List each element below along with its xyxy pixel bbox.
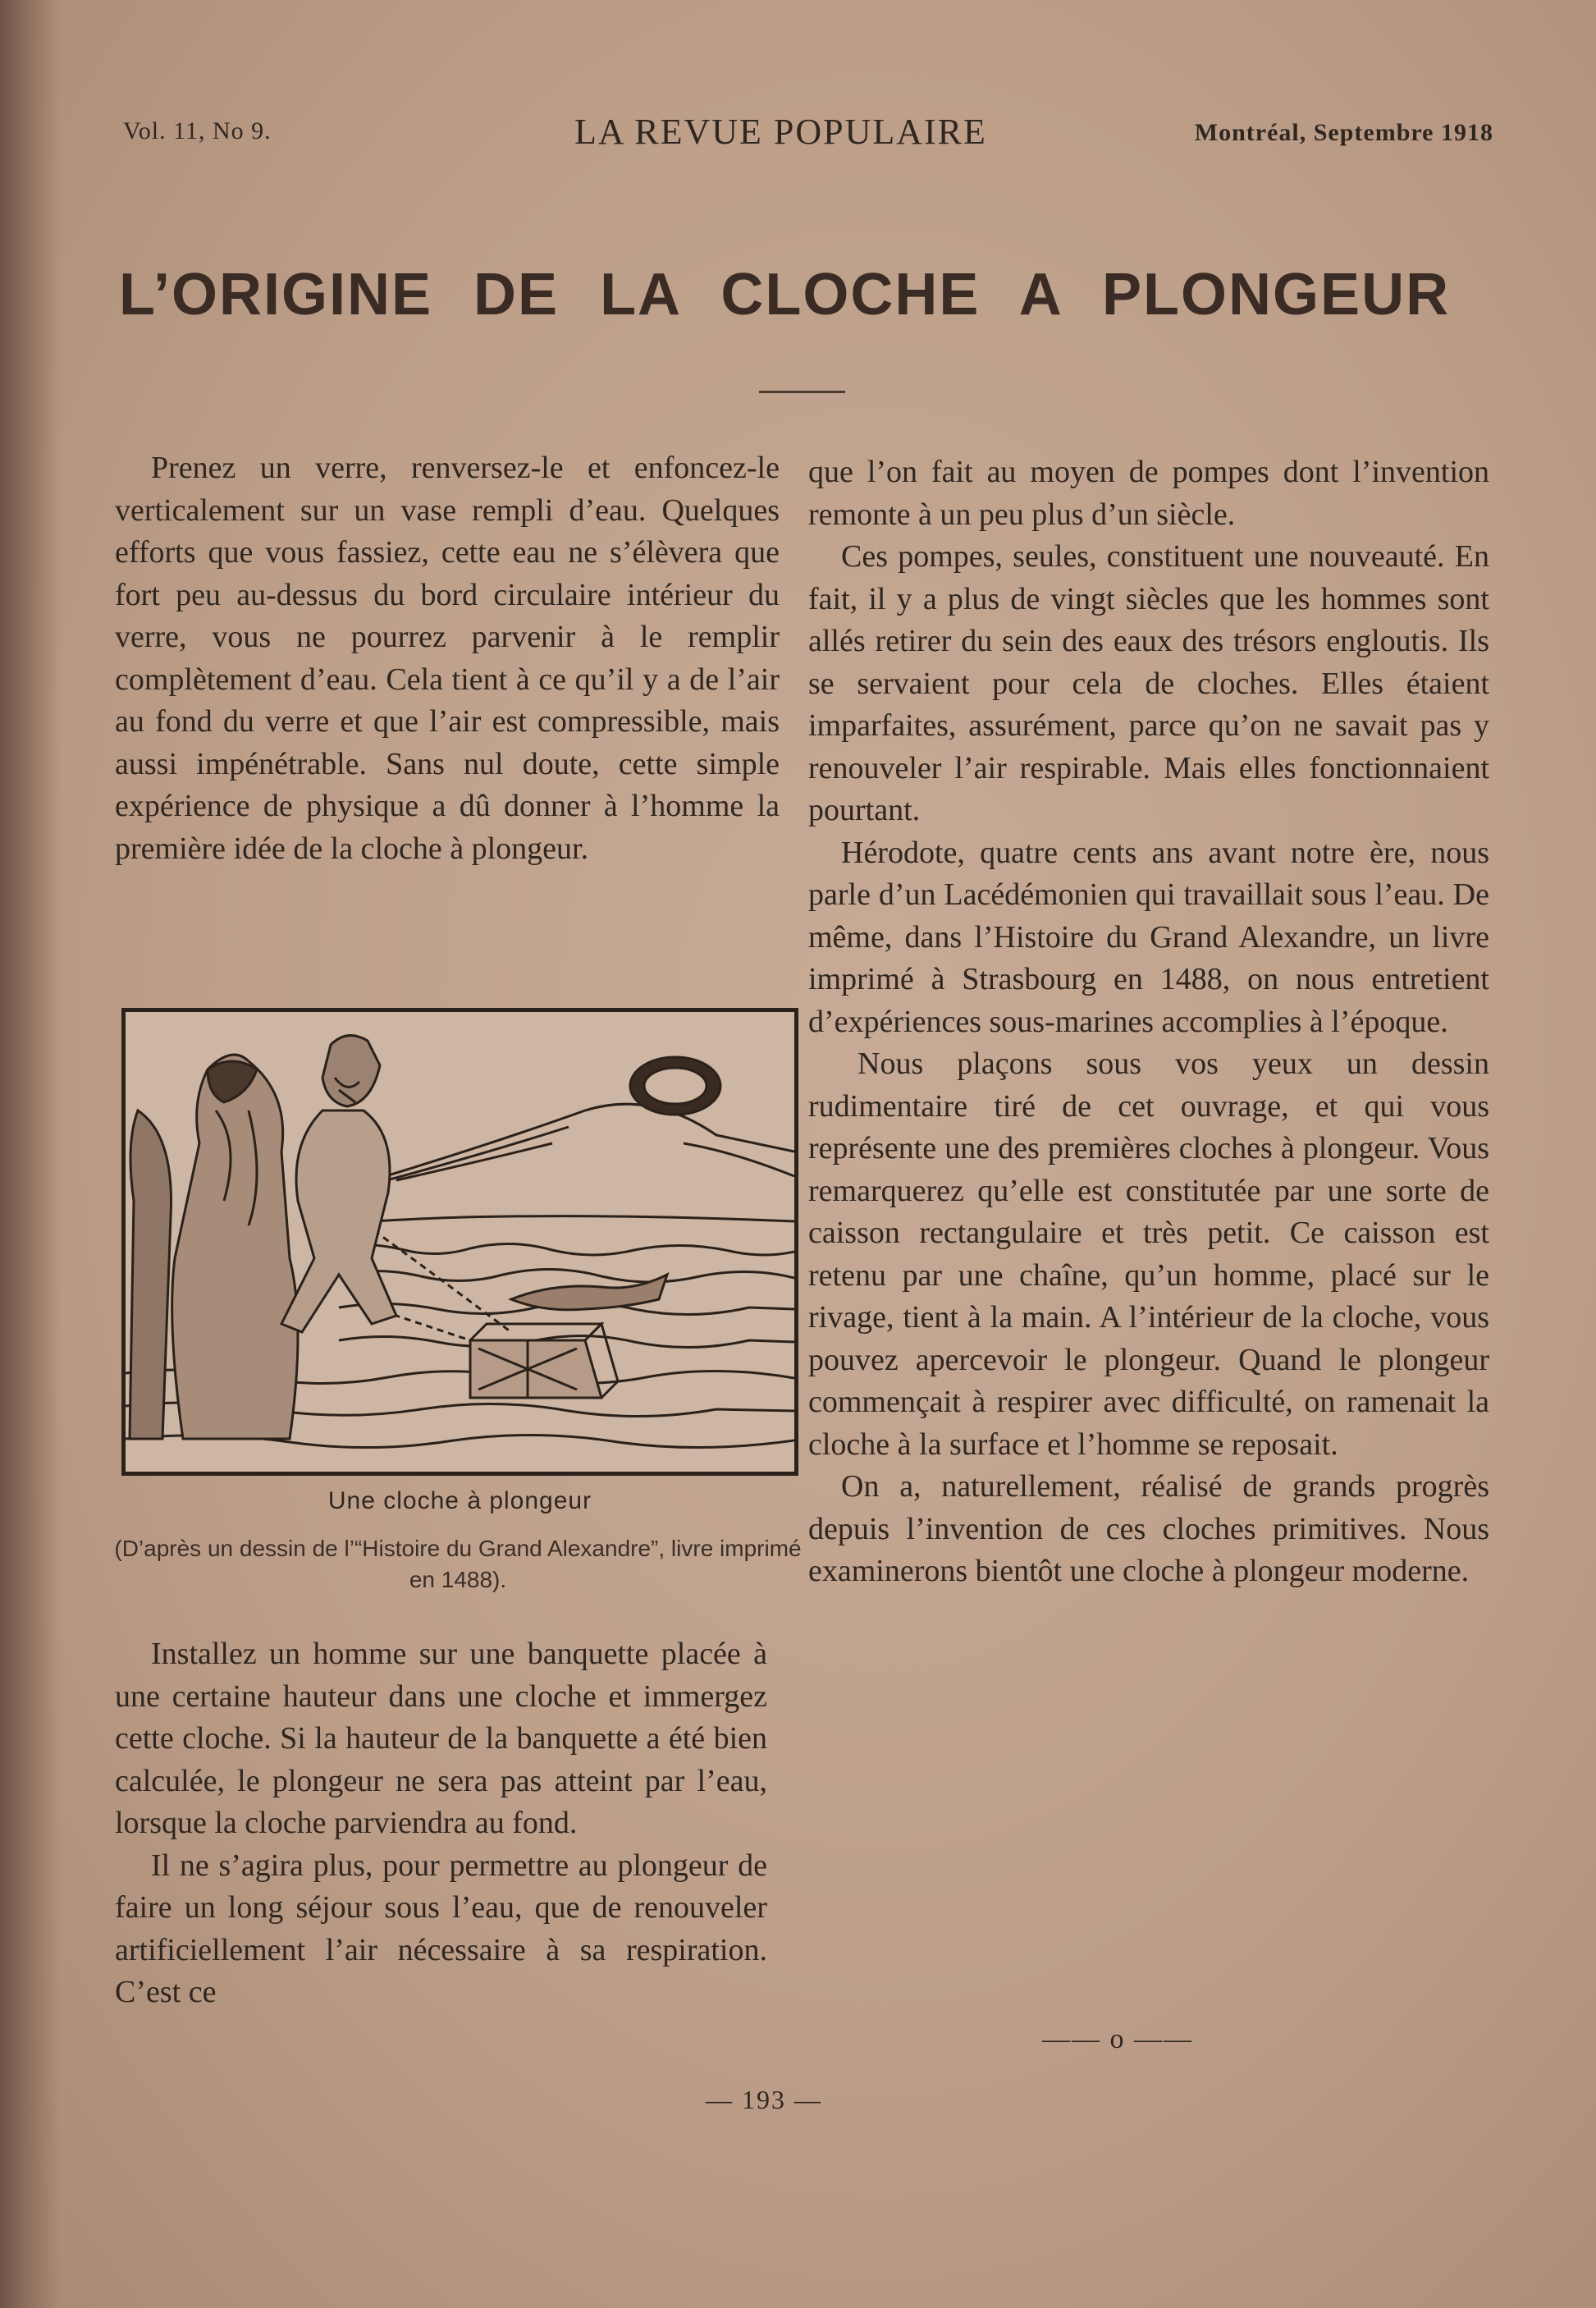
figure-caption: Une cloche à plongeur xyxy=(327,1487,592,1514)
paragraph: Nous plaçons sous vos yeux un dessin rudimentaire tiré de cet ouvrage, et qui vous représente une des premières cloches à plongeur. Vous remarquerez qu’elle est constitutée par une sorte de caisson rectangulaire et très petit. Ce caisson est retenu par une chaîne, qu’un homme, placé sur le rivage, tient à la main. A l’intérieur de la cloche, vous pouvez apercevoir le plongeur. Quand le plongeur commençait à respirer avec difficulté, on ramenait la cloche à la surface et l’homme se reposait. xyxy=(808,1046,1489,1462)
paragraph: Prenez un verre, renversez-le et enfoncez-le verticalement sur un vase rempli d’eau. Quelques efforts que vous fassiez, cette eau ne s’élèvera que fort peu au-dessus du bord circulaire intérieur du verre, vous ne pourrez parvenir à le remplir complètement d’eau. Cela tient à ce qu’il y a de l’air au fond du verre et que l’air est compressible, mais aussi impénétrable. Sans nul doute, cette simple expérience de physique a dû donner à l’homme la première idée de la cloche à plongeur. xyxy=(115,451,780,866)
column-left-top xyxy=(115,447,780,870)
paragraph: Hérodote, quatre cents ans avant notre ère, nous parle d’un Lacédémonien qui travaillait sous l’eau. De même, dans l’Histoire du Grand Alexandre, un livre imprimé à Strasbourg en 1488, on nous entretient d’expériences sous-marines accomplies à l’époque. xyxy=(808,835,1489,1039)
paragraph: Installez un homme sur une banquette placée à une certaine hauteur dans une cloche et immergez cette cloche. Si la hauteur de la banquette a été bien calculée, le plongeur ne sera pas atteint par l’eau, lorsque la cloche parviendra au fond. xyxy=(115,1637,767,1840)
binding-shadow xyxy=(0,0,62,2308)
woodcut-illustration xyxy=(121,1008,798,1476)
title-rule xyxy=(759,391,845,393)
column-left-bottom xyxy=(115,1633,767,2014)
paragraph: Ces pompes, seules, constituent une nouveauté. En fait, il y a plus de vingt siècles que les hommes sont allés retirer du sein des eaux des trésors engloutis. Ils se servaient pour cela de cloches. Elles étaient imparfaites, assurément, parce qu’on ne savait pas y renouveler l’air respirable. Mais elles fonctionnaient pourtant. xyxy=(808,539,1489,827)
running-header xyxy=(123,111,1493,160)
column-right xyxy=(808,451,1489,1593)
article-title: L’ORIGINE DE LA CLOCHE A PLONGEUR xyxy=(119,262,1451,327)
diving-bell-woodcut-image xyxy=(126,1012,794,1472)
figure-credit: (D’après un dessin de l’“Histoire du Grand Alexandre”, livre imprimé en 1488). xyxy=(114,1536,802,1592)
page-number: — 193 — xyxy=(706,2085,822,2114)
place-date: Montréal, Septembre 1918 xyxy=(1194,119,1493,146)
journal-name: LA REVUE POPULAIRE xyxy=(574,112,987,152)
volume-number: Vol. 11, No 9. xyxy=(123,117,272,144)
end-ornament: —— o —— xyxy=(1042,2024,1193,2054)
paragraph: On a, naturellement, réalisé de grands progrès depuis l’invention de ces cloches primitives. Nous examinerons bientôt une cloche à plongeur moderne. xyxy=(808,1469,1489,1588)
paragraph: que l’on fait au moyen de pompes dont l’invention remonte à un peu plus d’un siècle. xyxy=(808,455,1489,532)
paragraph: Il ne s’agira plus, pour permettre au plongeur de faire un long séjour sous l’eau, que de renouveler artificiellement l’air nécessaire à sa respiration. C’est ce xyxy=(115,1848,767,2009)
